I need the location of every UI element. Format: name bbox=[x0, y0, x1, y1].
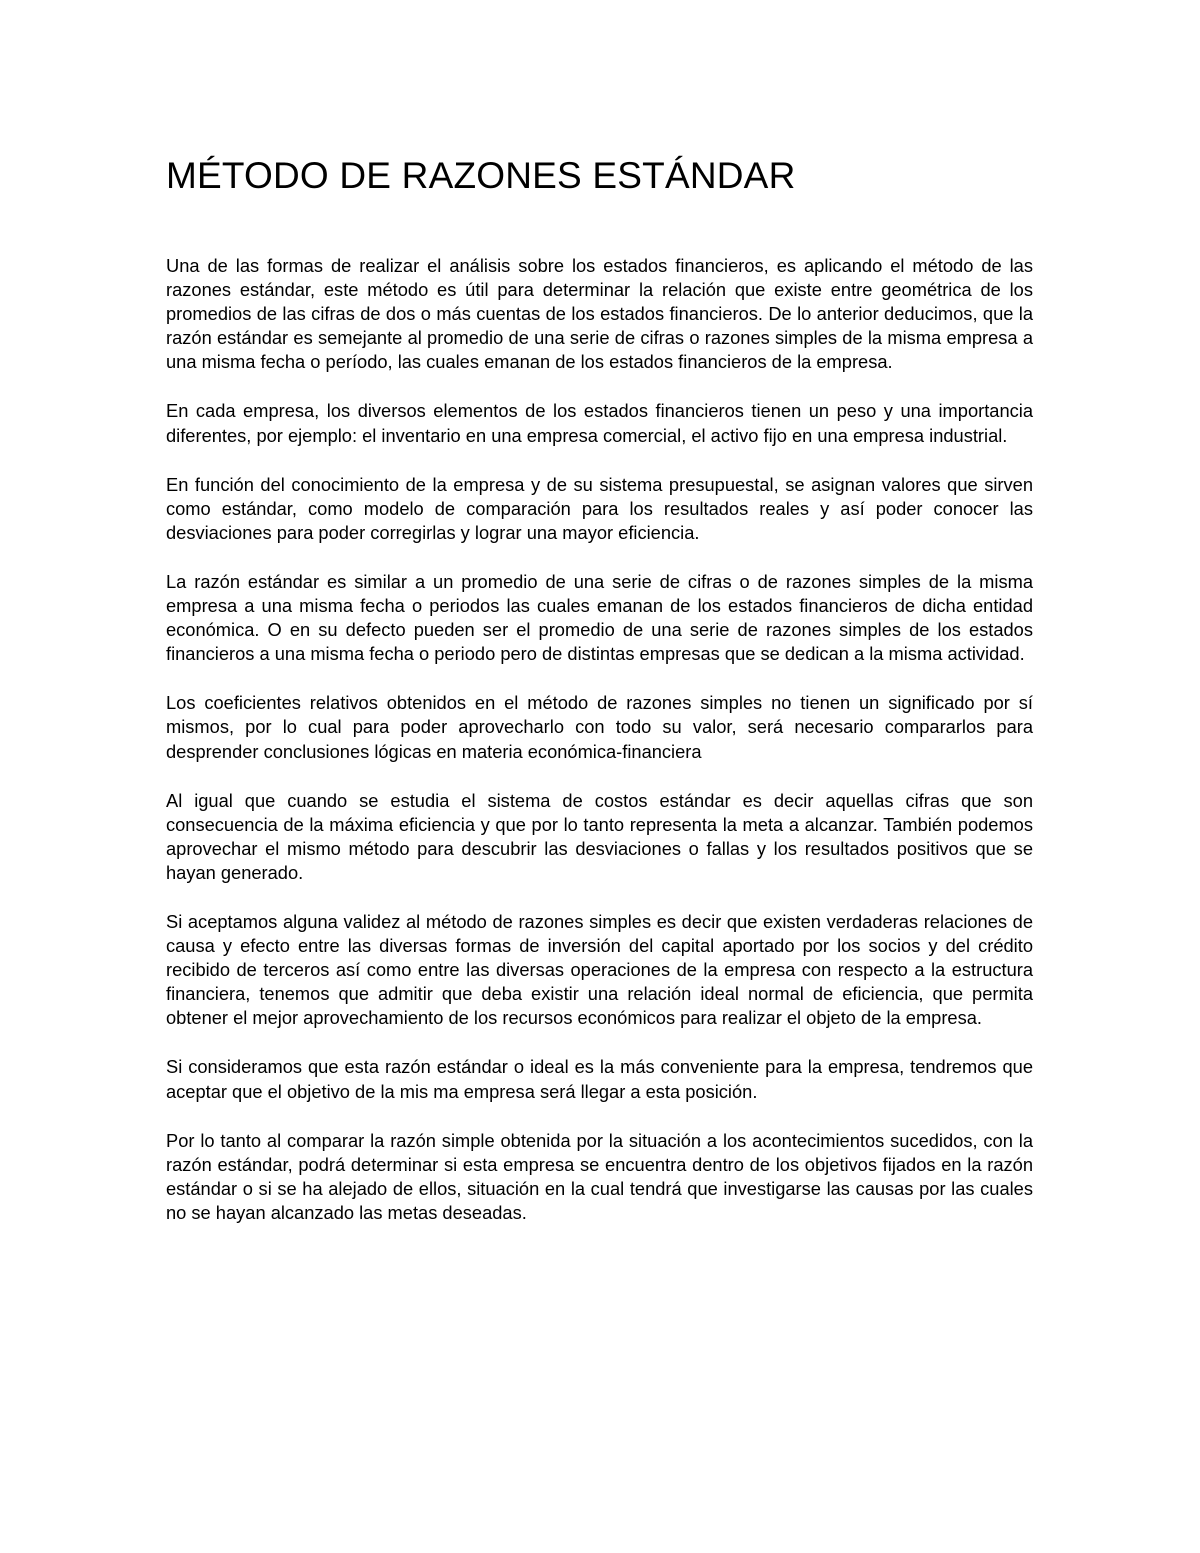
paragraph-5: Los coeficientes relativos obtenidos en el método de razones simples no tienen un significado por sí mismos, por lo cual para poder aprovecharlo con todo su valor, será necesario compararlos para desprender conclusiones lógicas en materia económica-financiera bbox=[166, 692, 1033, 762]
paragraph-1: Una de las formas de realizar el análisis sobre los estados financieros, es aplicando el método de las razones estándar, este método es útil para determinar la relación que existe entre geométrica de los promedios de las cifras de dos o más cuentas de los estados financieros. De lo anterior deducimos, que la razón estándar es semejante al promedio de una serie de cifras o razones simples de la misma empresa a una misma fecha o período, las cuales emanan de los estados financieros de la empresa. bbox=[166, 255, 1033, 373]
paragraph-3: En función del conocimiento de la empresa y de su sistema presupuestal, se asignan valores que sirven como estándar, como modelo de comparación para los resultados reales y así poder conocer las desviaciones para poder corregirlas y lograr una mayor eficiencia. bbox=[166, 473, 1033, 543]
document-title: MÉTODO DE RAZONES ESTÁNDAR bbox=[166, 155, 796, 196]
paragraph-8: Si consideramos que esta razón estándar o ideal es la más conveniente para la empresa, tendremos que aceptar que el objetivo de la mis ma empresa será llegar a esta posición. bbox=[166, 1056, 1033, 1102]
paragraph-2: En cada empresa, los diversos elementos de los estados financieros tienen un peso y una importancia diferentes, por ejemplo: el inventario en una empresa comercial, el activo fijo en una empresa industrial. bbox=[166, 400, 1033, 446]
paragraph-4: La razón estándar es similar a un promedio de una serie de cifras o de razones simples de la misma empresa a una misma fecha o periodos las cuales emanan de los estados financieros de dicha entidad económica. O en su defecto pueden ser el promedio de una serie de razones simples de los estados financieros a una misma fecha o periodo pero de distintas empresas que se dedican a la misma actividad. bbox=[166, 570, 1033, 665]
document-content bbox=[166, 150, 1033, 1250]
paragraph-6: Al igual que cuando se estudia el sistema de costos estándar es decir aquellas cifras que son consecuencia de la máxima eficiencia y que por lo tanto representa la meta a alcanzar. También podemos aprovechar el mismo método para descubrir las desviaciones o fallas y los resultados positivos que se hayan generado. bbox=[166, 789, 1033, 883]
paragraph-9: Por lo tanto al comparar la razón simple obtenida por la situación a los acontecimientos sucedidos, con la razón estándar, podrá determinar si esta empresa se encuentra dentro de los objetivos fijados en la razón estándar o si se ha alejado de ellos, situación en la cual tendrá que investigarse las causas por las cuales no se hayan alcanzado las metas deseadas. bbox=[166, 1129, 1033, 1223]
paragraph-7: Si aceptamos alguna validez al método de razones simples es decir que existen verdaderas relaciones de causa y efecto entre las diversas formas de inversión del capital aportado por los socios y del crédito recibido de terceros así como entre las diversas operaciones de la empresa con respecto a la estructura financiera, tenemos que admitir que deba existir una relación ideal normal de eficiencia, que permita obtener el mejor aprovechamiento de los recursos económicos para realizar el objeto de la empresa. bbox=[166, 910, 1033, 1029]
